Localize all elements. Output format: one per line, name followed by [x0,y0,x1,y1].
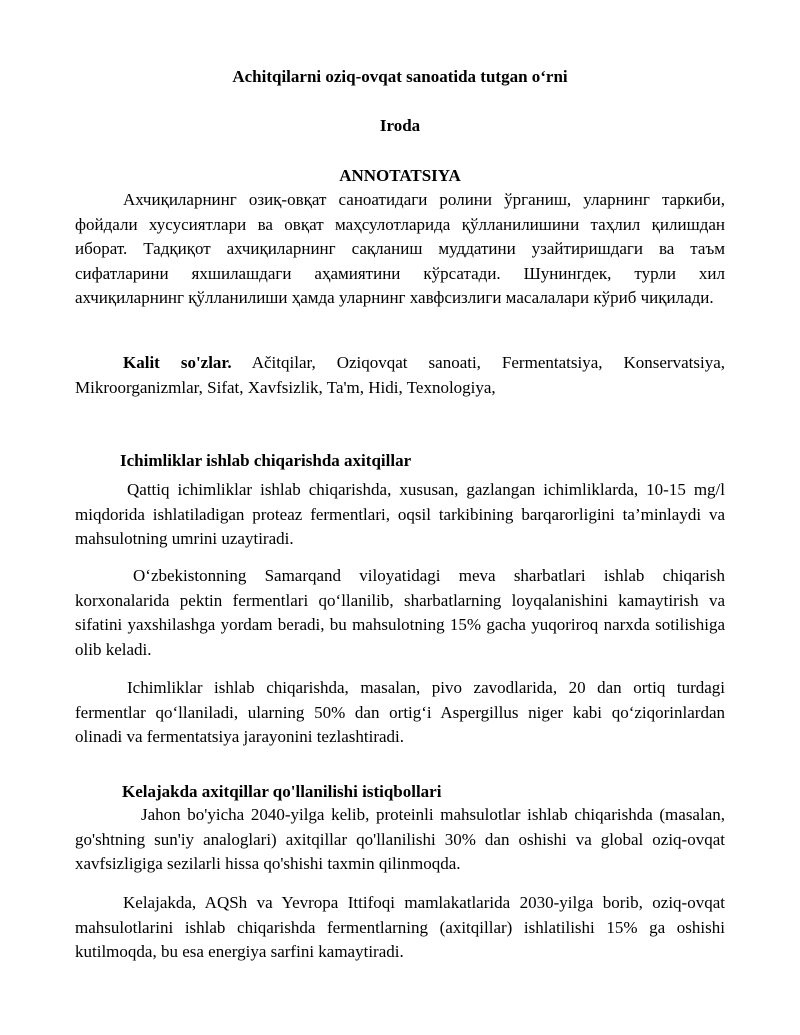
future-paragraph-1: Jahon bo'yicha 2040-yilga kelib, proteinli mahsulotlar ishlab chiqarishda (masalan, go'shtning sun'iy analoglari) axitqillar qo'llanilishi 30% dan oshishi va global oziq-ovqat xavfsizligiga sezilarli hissa qo'shishi taxmin qilinmoqda. [75,805,725,873]
annotation-paragraph: Ахчиқиларнинг озиқ-овқат саноатидаги ролини ўрганиш, уларнинг таркиби, фойдали хусусиятлари ва овқат маҳсулотларида қўлланилишини таҳлил қилишдан иборат. Тадқиқот ахчиқиларнинг сақланиш муддатини узайтиришдаги ва таъм сифатларини яхшилашдаги аҳамиятини кўрсатади. Шунингдек, турли хил ахчиқиларнинг қўлланилиши ҳамда уларнинг хавфсизлиги масалалари кўриб чиқилади. [75,190,725,307]
section-heading-beverages: Ichimliklar ishlab chiqarishda axitqillar [120,451,412,470]
beverages-paragraph-3: Ichimliklar ishlab chiqarishda, masalan, pivo zavodlarida, 20 dan ortiq turdagi fermentlar qo‘llaniladi, ularning 50% dan ortig‘i Aspergillus niger kabi qo‘ziqorinlardan olinadi va fermentatsiya jarayonini tezlashtiradi. [75,678,725,746]
beverages-paragraph-2: O‘zbekistonning Samarqand viloyatidagi meva sharbatlari ishlab chiqarish korxonalarida pektin fermentlari qo‘llanilib, sharbatlarning loyqalanishini kamaytirish va sifatini yaxshilashga yordam beradi, bu mahsulotning 15% gacha yuqoriroq narxda sotilishiga olib keladi. [75,566,725,659]
keywords-list: Ačitqilar, Oziqovqat sanoati, Fermentatsiya, Konservatsiya, Mikroorganizmlar, Sifat, Xavfsizlik, Ta'm, Hidi, Texnologiya, [75,353,725,397]
keywords-paragraph [75,351,725,400]
future-paragraph-2: Kelajakda, AQSh va Yevropa Ittifoqi mamlakatlarida 2030-yilga borib, oziq-ovqat mahsulotlarini ishlab chiqarishda fermentlarning (axitqillar) ishlatilishi 15% ga oshishi kutilmoqda, bu esa energiya sarfini kamaytiradi. [75,893,725,961]
section-heading-future: Kelajakda axitqillar qo'llanilishi istiqbollari [122,782,442,801]
document-title: Achitqilarni oziq-ovqat sanoatida tutgan o‘rni [232,67,568,86]
author-name: Iroda [379,116,421,135]
beverages-paragraph-1: Qattiq ichimliklar ishlab chiqarishda, xususan, gazlangan ichimliklarda, 10-15 mg/l miqdorida ishlatiladigan proteaz fermentlari, oqsil tarkibining barqarorligini ta’minlaydi va mahsulotning umrini uzaytiradi. [75,480,725,548]
annotation-heading: ANNOTATSIYA [339,166,461,185]
keywords-label: Kalit so'zlar. [123,353,232,372]
